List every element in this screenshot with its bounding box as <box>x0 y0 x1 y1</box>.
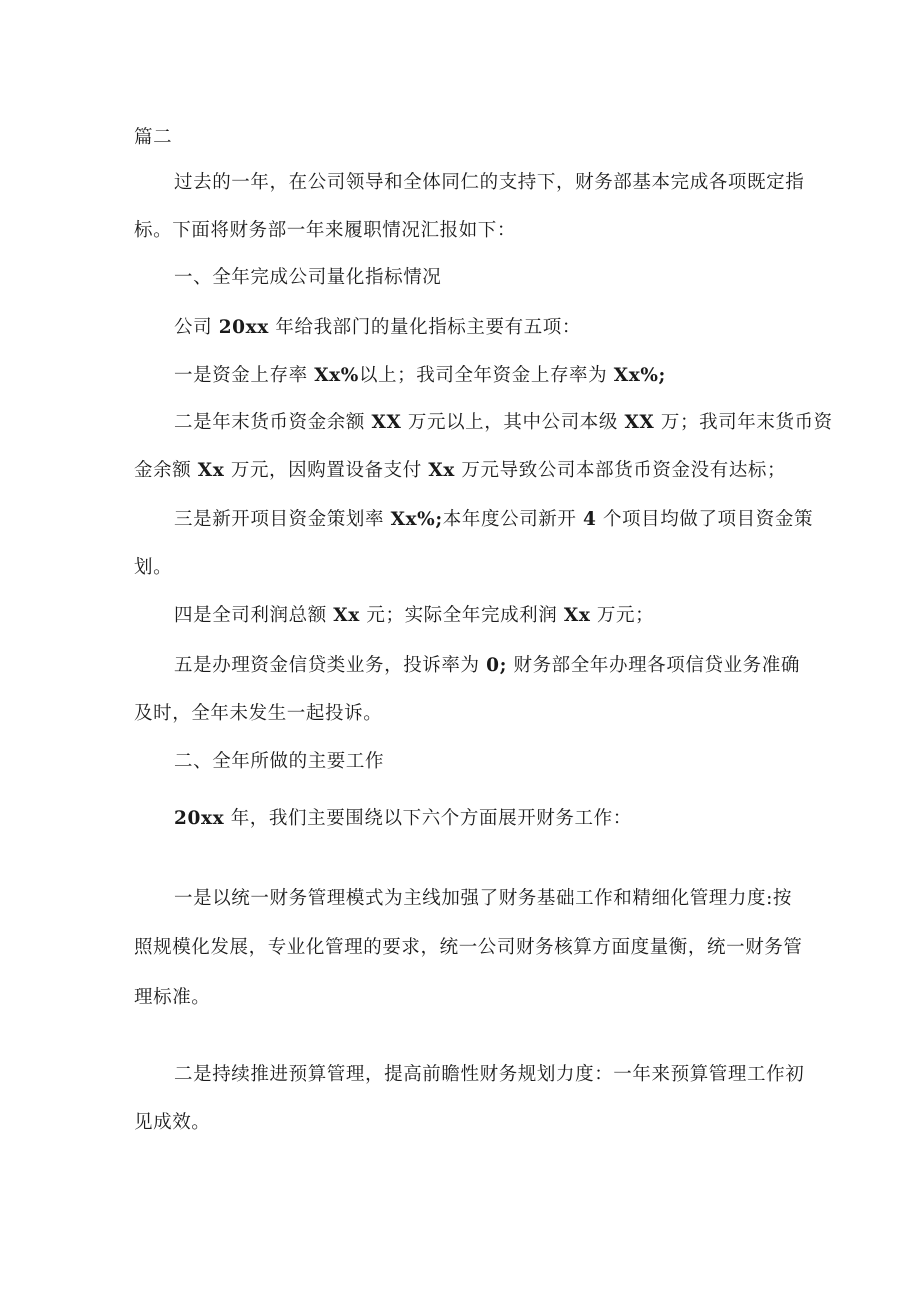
indicator-5-line-1 <box>174 654 800 678</box>
text-span: 金余额 <box>134 460 198 481</box>
bold-span: XX <box>624 412 655 433</box>
text-span: 一是资金上存率 <box>174 365 315 386</box>
heading: 篇二 <box>134 127 173 148</box>
text-span: 二是年末货币资金余额 <box>174 412 372 433</box>
bold-span: Xx% <box>314 365 359 386</box>
text-span: 万元； <box>590 605 655 626</box>
indicator-2-line-1 <box>174 411 833 435</box>
indicator-3-line-1 <box>174 508 813 532</box>
work-2-line-2: 见成效。 <box>134 1112 211 1133</box>
bold-span: 20xx <box>174 808 225 829</box>
bold-span: Xx%; <box>390 509 443 530</box>
text-span: 元；实际全年完成利润 <box>359 605 564 626</box>
text-span: 年，我们主要围绕以下六个方面展开财务工作： <box>224 808 632 829</box>
text-span: 四是全司利润总额 <box>174 605 334 626</box>
bold-span: Xx <box>428 460 455 481</box>
text-span: 三是新开项目资金策划率 <box>174 509 391 530</box>
text-span: 年给我部门的量化指标主要有五项： <box>268 317 581 338</box>
bold-span: 4 <box>582 509 597 530</box>
indicator-1 <box>174 364 666 388</box>
text-span: 本年度公司新开 <box>442 509 583 530</box>
section2-lead <box>174 807 632 831</box>
bold-span: 0; <box>486 655 507 676</box>
text-span: 以上；我司全年资金上存率为 <box>358 365 614 386</box>
bold-span: Xx <box>333 605 360 626</box>
indicator-3-line-2: 划。 <box>134 557 173 578</box>
indicator-5-line-2: 及时，全年未发生一起投诉。 <box>134 703 383 724</box>
text-span: 财务部全年办理各项信贷业务准确 <box>507 655 800 676</box>
bold-span: 20xx <box>218 317 269 338</box>
bold-span: Xx%; <box>613 365 666 386</box>
text-span: 个项目均做了项目资金策 <box>596 509 814 530</box>
work-1-line-1: 一是以统一财务管理模式为主线加强了财务基础工作和精细化管理力度:按 <box>174 888 793 909</box>
bold-span: XX <box>371 412 402 433</box>
work-1-line-3: 理标准。 <box>134 987 211 1008</box>
section1-lead <box>174 316 581 340</box>
text-span: 公司 <box>174 317 219 338</box>
text-span: 五是办理资金信贷类业务，投诉率为 <box>174 655 487 676</box>
work-1-line-2: 照规模化发展，专业化管理的要求，统一公司财务核算方面度量衡，统一财务管 <box>134 937 803 958</box>
section1-title: 一、全年完成公司量化指标情况 <box>174 267 442 288</box>
bold-span: Xx <box>563 605 591 626</box>
bold-span: Xx <box>197 460 225 481</box>
text-span: 万；我司年末货币资 <box>654 412 833 433</box>
section2-title: 二、全年所做的主要工作 <box>174 751 385 772</box>
text-span: 万元以上，其中公司本级 <box>401 412 625 433</box>
text-span: 万元导致公司本部货币资金没有达标； <box>454 460 787 481</box>
indicator-4 <box>174 604 654 628</box>
indicator-2-line-2 <box>134 459 786 483</box>
text-span: 万元，因购置设备支付 <box>224 460 429 481</box>
intro-line-1: 过去的一年，在公司领导和全体同仁的支持下，财务部基本完成各项既定指 <box>174 172 805 193</box>
intro-line-2: 标。下面将财务部一年来履职情况汇报如下： <box>134 220 517 241</box>
work-2-line-1: 二是持续推进预算管理，提高前瞻性财务规划力度：一年来预算管理工作初 <box>174 1064 805 1085</box>
